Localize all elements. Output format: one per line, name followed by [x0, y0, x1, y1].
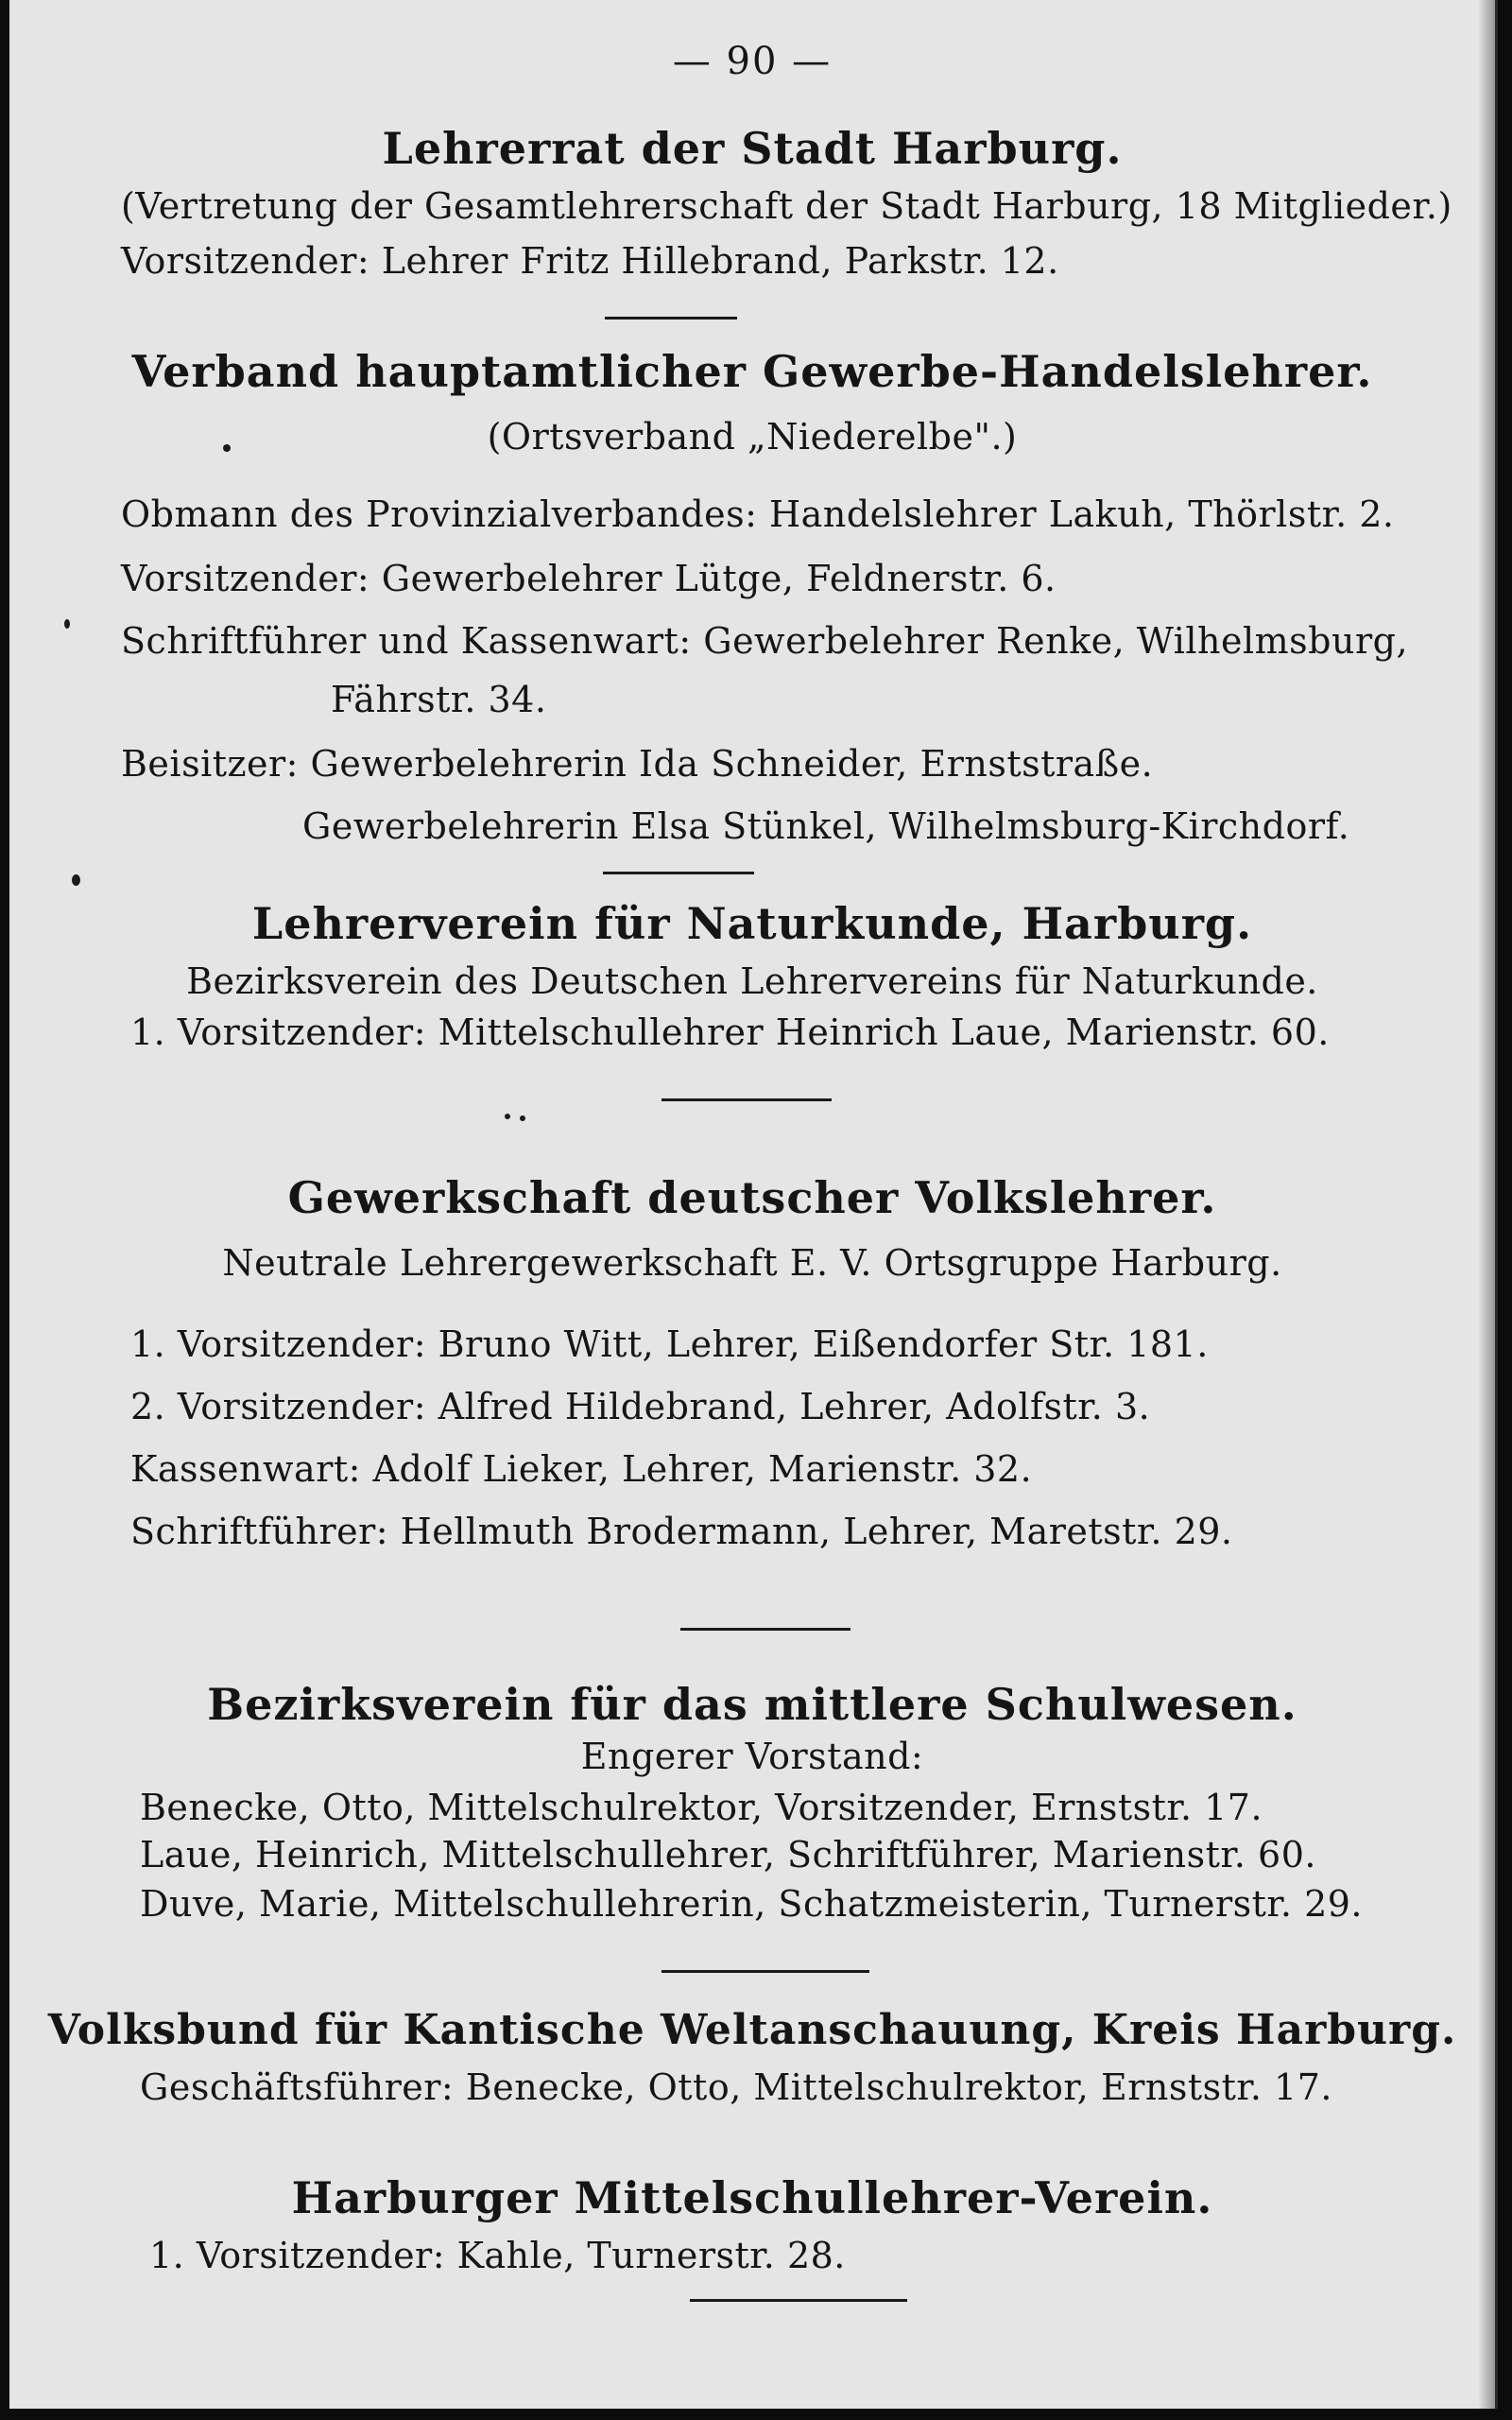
section-line: Schriftführer und Kassenwart: Gewerbelehrer Renke, Wilhelmsburg, — [121, 620, 1409, 662]
section-divider — [605, 317, 737, 320]
section-title-lehrerrat: Lehrerrat der Stadt Harburg. — [382, 123, 1123, 174]
section-divider — [662, 1970, 869, 1973]
section-line: 1. Vorsitzender: Mittelschullehrer Heinrich Laue, Marienstr. 60. — [130, 1011, 1330, 1053]
section-line: Engerer Vorstand: — [580, 1736, 924, 1777]
section-line: Obmann des Provinzialverbandes: Handelslehrer Lakuh, Thörlstr. 2. — [121, 493, 1395, 535]
section-divider — [603, 872, 754, 874]
section-line: Benecke, Otto, Mittelschulrektor, Vorsitzender, Ernststr. 17. — [140, 1787, 1263, 1828]
section-line: 2. Vorsitzender: Alfred Hildebrand, Lehrer, Adolfstr. 3. — [130, 1386, 1151, 1427]
page-number: — 90 — — [672, 40, 833, 83]
section-line: 1. Vorsitzender: Kahle, Turnerstr. 28. — [149, 2235, 846, 2276]
section-line: Laue, Heinrich, Mittelschullehrer, Schriftführer, Marienstr. 60. — [140, 1834, 1316, 1876]
print-speck — [72, 874, 80, 886]
section-line: Kassenwart: Adolf Lieker, Lehrer, Marienstr. 32. — [130, 1448, 1033, 1490]
print-speck — [64, 619, 70, 629]
section-line: Gewerbelehrerin Elsa Stünkel, Wilhelmsburg-Kirchdorf. — [302, 805, 1350, 847]
section-divider — [680, 1628, 850, 1631]
section-line: Geschäftsführer: Benecke, Otto, Mittelschulrektor, Ernststr. 17. — [140, 2066, 1332, 2108]
section-title-bezirksverein: Bezirksverein für das mittlere Schulwesen. — [207, 1679, 1297, 1730]
section-title-naturkunde: Lehrerverein für Naturkunde, Harburg. — [251, 898, 1253, 949]
section-line: Neutrale Lehrergewerkschaft E. V. Ortsgruppe Harburg. — [222, 1242, 1282, 1284]
section-line: Vorsitzender: Gewerbelehrer Lütge, Feldnerstr. 6. — [121, 558, 1057, 599]
section-line: Duve, Marie, Mittelschullehrerin, Schatzmeisterin, Turnerstr. 29. — [140, 1883, 1364, 1925]
section-line: Fährstr. 34. — [331, 679, 547, 720]
print-speck — [520, 1115, 525, 1121]
section-line: 1. Vorsitzender: Bruno Witt, Lehrer, Eißendorfer Str. 181. — [130, 1323, 1209, 1365]
section-line: Vorsitzender: Lehrer Fritz Hillebrand, Parkstr. 12. — [121, 240, 1059, 282]
section-title-volksbund: Volksbund für Kantische Weltanschauung, Kreis Harburg. — [47, 2006, 1457, 2054]
section-title-verband: Verband hauptamtlicher Gewerbe-Handelslehrer. — [131, 346, 1373, 397]
section-line: Schriftführer: Hellmuth Brodermann, Lehrer, Maretstr. 29. — [130, 1511, 1233, 1552]
print-speck — [223, 444, 231, 452]
section-title-mittelschullehrer: Harburger Mittelschullehrer-Verein. — [291, 2172, 1213, 2223]
print-speck — [505, 1114, 510, 1119]
section-line: (Vertretung der Gesamtlehrerschaft der Stadt Harburg, 18 Mitglieder.) — [121, 185, 1452, 227]
section-line: Bezirksverein des Deutschen Lehrervereins für Naturkunde. — [186, 960, 1318, 1002]
section-divider — [662, 1098, 832, 1101]
section-divider — [690, 2299, 907, 2302]
document-page — [9, 0, 1498, 2409]
section-line: (Ortsverband „Niederelbe".) — [487, 416, 1018, 458]
section-title-gewerkschaft: Gewerkschaft deutscher Volkslehrer. — [287, 1172, 1217, 1223]
section-line: Beisitzer: Gewerbelehrerin Ida Schneider, Ernststraße. — [121, 743, 1154, 785]
